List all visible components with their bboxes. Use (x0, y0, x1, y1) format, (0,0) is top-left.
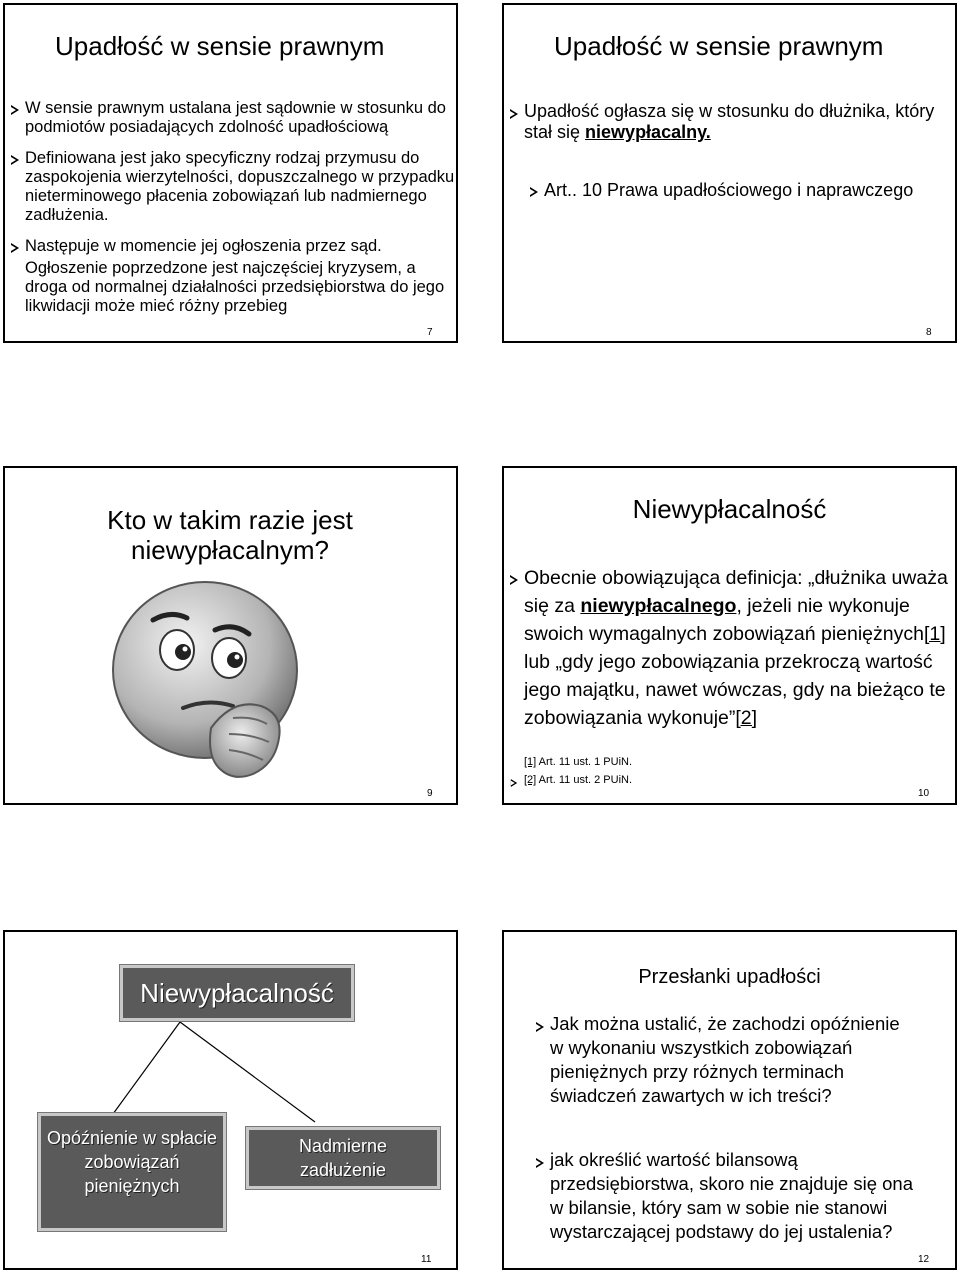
slide-7 (3, 3, 458, 343)
bullet-arrow-icon (510, 109, 518, 119)
footnote-ref-link[interactable]: [1] (923, 623, 946, 645)
definition-part: , jeżeli nie wykonuje swoich wymagalnych zobowiązań pieniężnych (524, 595, 924, 645)
bullet-text: Następuje w momencie jej ogłoszenia przez sąd. (25, 237, 382, 255)
bullet-text (524, 101, 954, 142)
slide-10 (502, 466, 957, 805)
node-payment-delay: Opóźnienie w spłacie zobowiązań pieniężnych (38, 1113, 226, 1231)
page-number: 11 (421, 1254, 432, 1265)
definition-text (524, 564, 949, 732)
bullet-arrow-icon (11, 155, 19, 165)
page-number: 12 (918, 1254, 930, 1265)
definition-part: Obecnie obowiązująca definicja: „dłużnika uważa się za (524, 567, 948, 617)
bullet-arrow-icon (510, 575, 518, 585)
bullet-text-main: Upadłość ogłasza się w stosunku do dłużnika, który stał się (524, 101, 935, 142)
footnote-ref-link[interactable]: [2] (735, 707, 758, 729)
page-number: 7 (427, 327, 433, 338)
slide-8 (502, 3, 957, 343)
page-number: 9 (427, 788, 433, 799)
node-excessive-debt: Nadmierne zadłużenie (246, 1127, 440, 1189)
bullet-arrow-icon (530, 187, 538, 197)
footnote-ref-link[interactable]: [1] (524, 756, 537, 768)
bullet-arrow-icon (11, 105, 19, 115)
insolvent-link[interactable]: niewypłacalny. (585, 121, 711, 142)
slide-title: Upadłość w sensie prawnym (554, 31, 884, 61)
slide-title: Przesłanki upadłości (638, 966, 821, 988)
footnote-ref-link[interactable]: [2] (524, 774, 537, 786)
slide-title: Upadłość w sensie prawnym (55, 31, 385, 61)
slide-title: Kto w takim razie jest niewypłacalnym? (107, 505, 353, 565)
slide-title: Niewypłacalność (632, 494, 827, 524)
slide-11 (3, 930, 458, 1270)
bullet-text: jak określić wartość bilansową przedsiębiorstwa, skoro nie znajduje się ona w bilansie, który sam w sobie nie stanowi wystarczającej podstawy do jej ustalenia? (550, 1149, 914, 1242)
bullet-text: Art.. 10 Prawa upadłościowego i naprawczego (544, 180, 914, 200)
page-number: 8 (926, 327, 932, 338)
bullet-arrow-icon (536, 1022, 544, 1032)
bullet-text: Definiowana jest jako specyficzny rodzaj przymusu do zaspokojenia wierzytelności, dopuszczalnego w przypadku nieterminowego płacenia zobowiązań lub nadmiernego zadłużenia. (25, 149, 455, 224)
bullet-text: W sensie prawnym ustalana jest sądownie w stosunku do podmiotów posiadających zdolność upadłościową (25, 99, 446, 136)
footnote-1 (524, 756, 632, 769)
slide-9 (3, 466, 458, 805)
bullet-arrow-icon (511, 779, 517, 787)
thinking-face-icon (83, 578, 333, 788)
node-insolvency: Niewypłacalność (120, 965, 354, 1021)
footnote-2 (524, 774, 632, 787)
bullet-arrow-icon (536, 1158, 544, 1168)
slide-12 (502, 930, 957, 1270)
footnote-text: Art. 11 ust. 2 PUiN. (536, 774, 633, 786)
definition-part: lub „gdy jego zobowiązania przekroczą wartość jego majątku, nawet wówczas, gdy na bieżąco te zobowiązania wykonuje” (524, 651, 946, 729)
insolvent-link[interactable]: niewypłacalnego (580, 595, 737, 617)
paragraph: Ogłoszenie poprzedzone jest najczęściej kryzysem, a droga od normalnej działalności przedsiębiorstwa do jego likwidacji może mieć różny przebieg (25, 259, 445, 315)
bullet-text: Jak można ustalić, że zachodzi opóźnienie w wykonaniu wszystkich zobowiązań pieniężnych przy różnych terminach świadczeń zawartych w ich treści? (550, 1013, 900, 1106)
footnote-text: Art. 11 ust. 1 PUiN. (536, 756, 633, 768)
bullet-arrow-icon (11, 243, 19, 253)
page-number: 10 (918, 788, 930, 799)
